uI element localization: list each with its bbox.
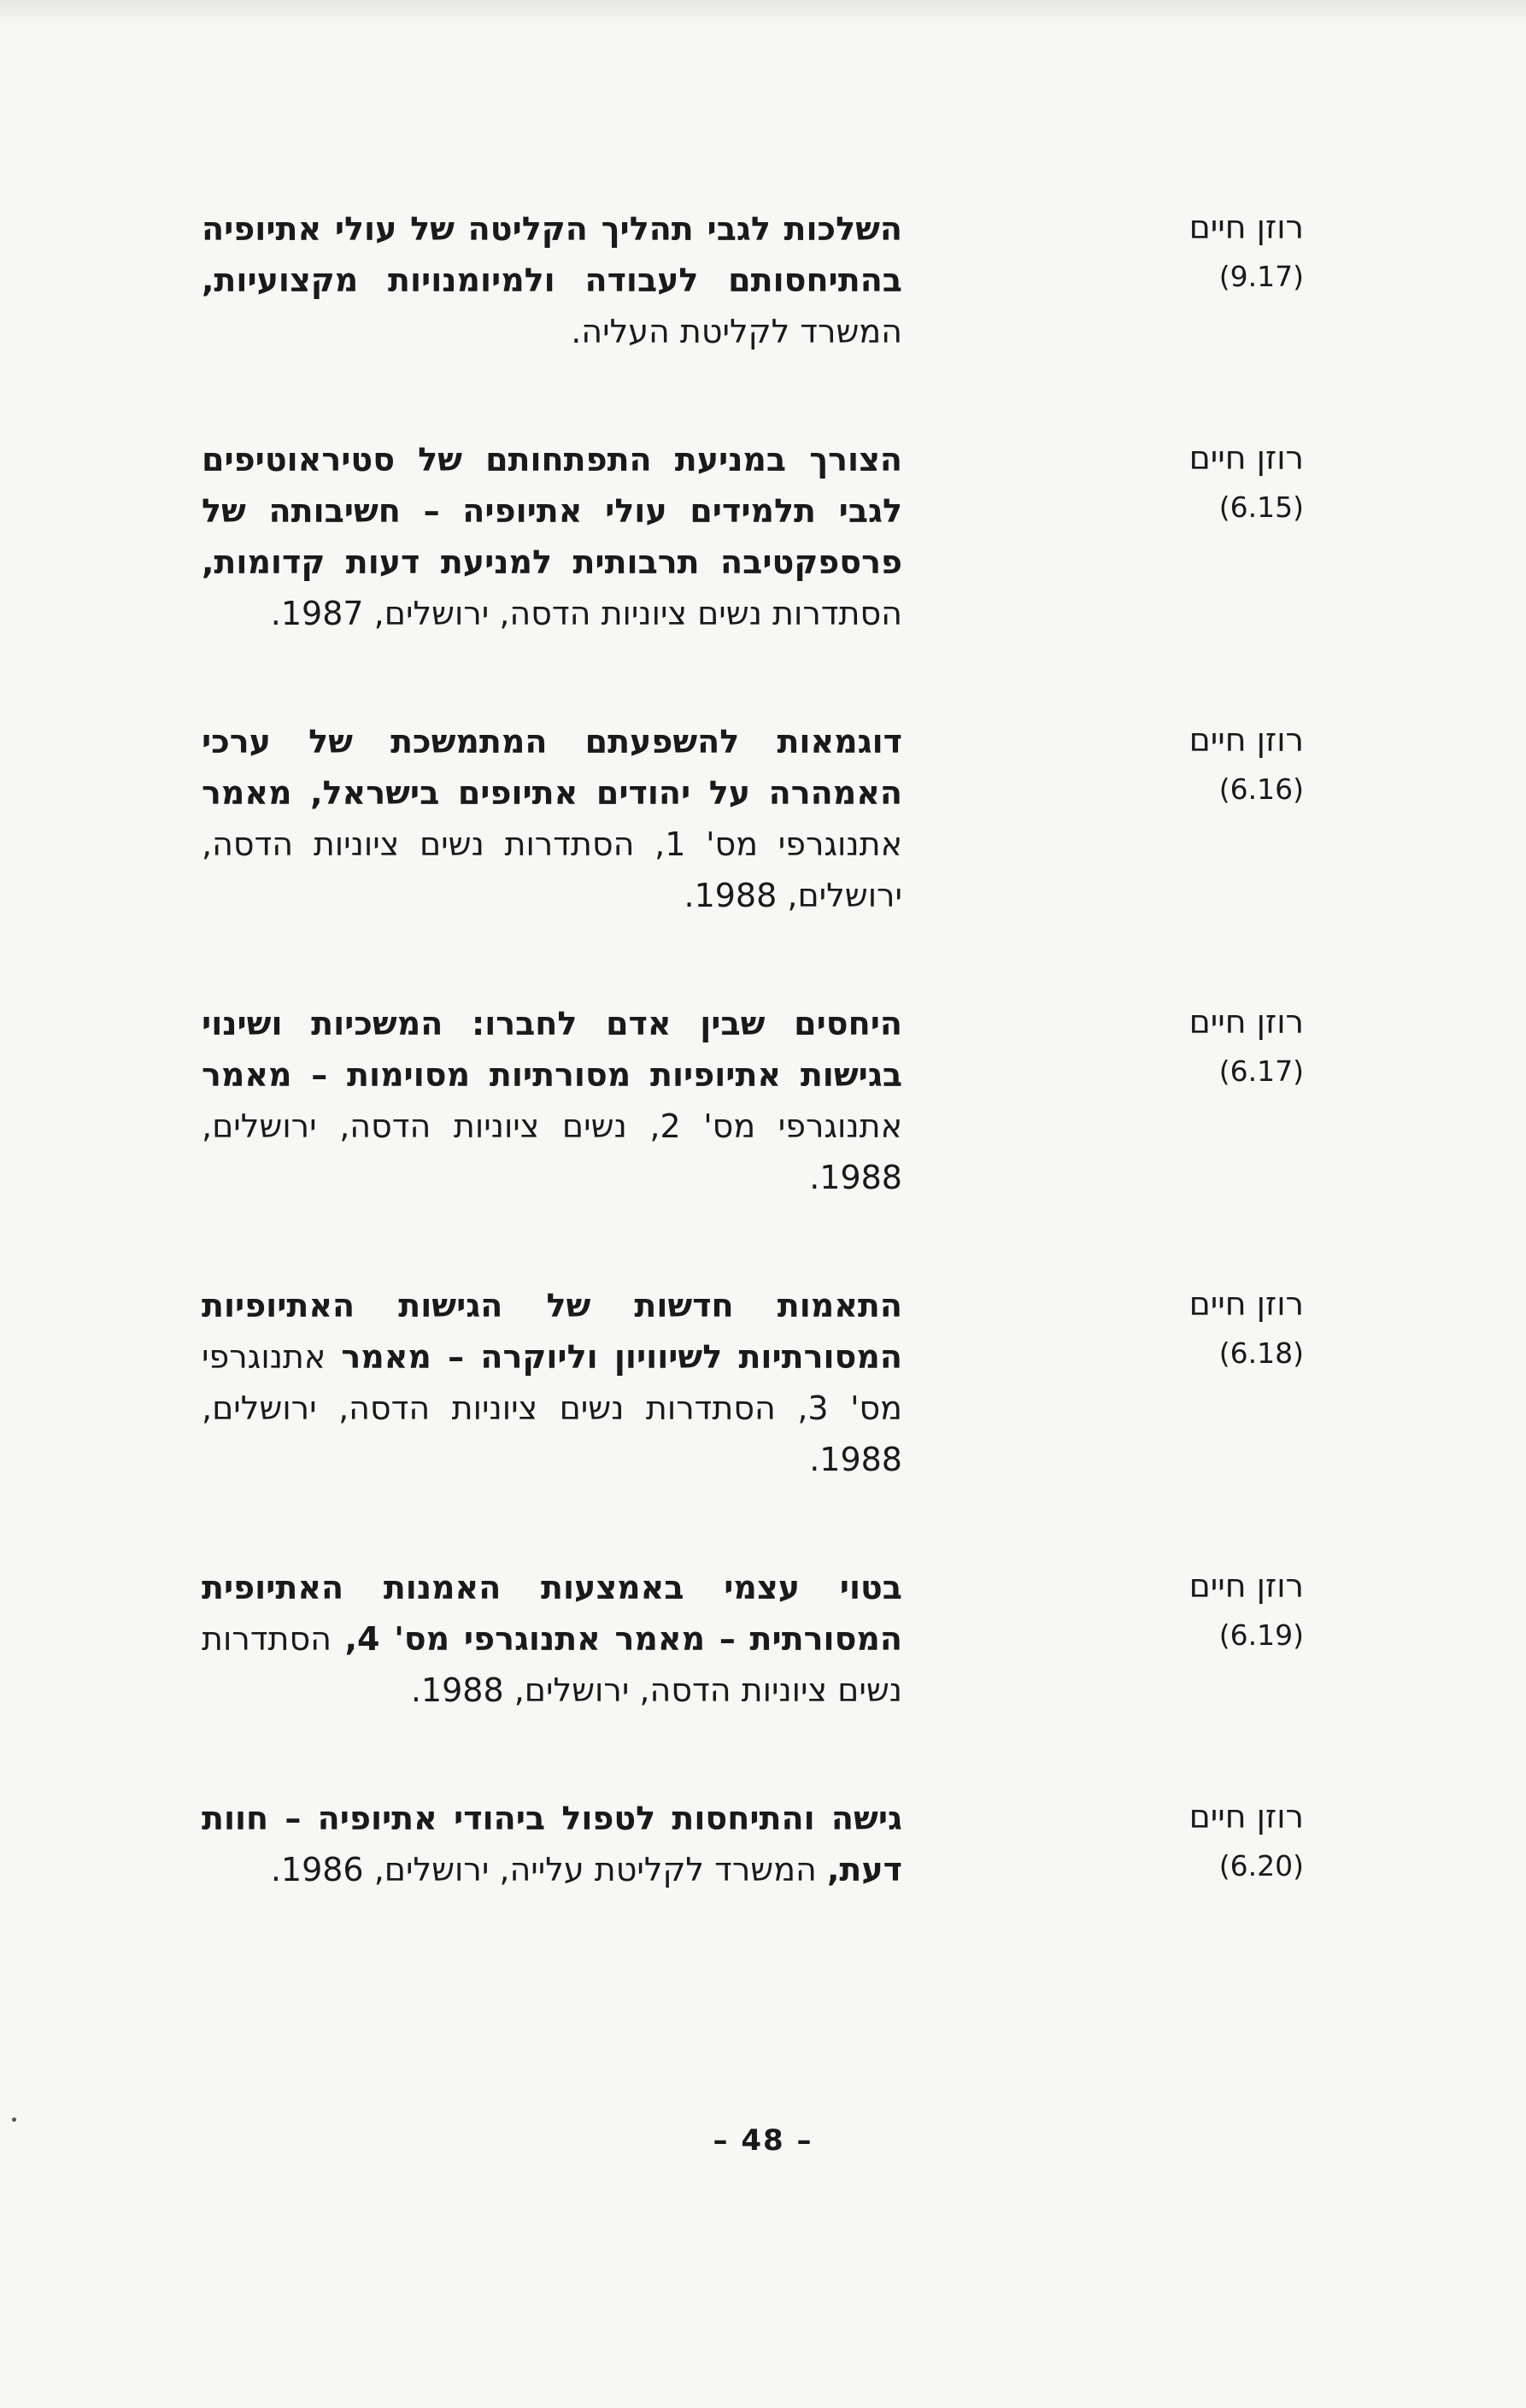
scan-speck — [12, 2117, 16, 2122]
entry-publication: הסתדרות נשים ציוניות הדסה, ירושלים, 1988. — [202, 1620, 902, 1709]
entry-author: רוזן חיים — [1189, 1285, 1304, 1323]
entry-author: רוזן חיים — [1189, 439, 1304, 477]
entry-publication: אתנוגרפי מס' 1, הסתדרות נשים ציוניות הדסה, ירושלים, 1988. — [202, 825, 902, 914]
entry-publication: אתנוגרפי מס' 3, הסתדרות נשים ציוניות הדסה, ירושלים, 1988. — [202, 1338, 902, 1478]
entry-publication: אתנוגרפי מס' 2, נשים ציוניות הדסה, ירושלים, 1988. — [202, 1107, 903, 1196]
entry-title-main: היחסים שבין אדם לחברו: המשכיות ושינוי בגישות אתיופיות מסורתיות מסוימות – מאמר — [202, 1005, 902, 1094]
entry-code: (6.18) — [1218, 1336, 1304, 1370]
entry-author: רוזן חיים — [1189, 721, 1304, 759]
entry-code: (6.20) — [1218, 1849, 1304, 1882]
entry-title-main: השלכות לגבי תהליך הקליטה של עולי אתיופיה בהתיחסותם לעבודה ולמיומנויות מקצועיות, — [202, 210, 902, 299]
entry-publication: המשרד לקליטת העליה. — [571, 313, 902, 350]
entry-title — [202, 1280, 902, 1485]
entry-publication: המשרד לקליטת עלייה, ירושלים, 1986. — [270, 1851, 827, 1888]
entry-author: רוזן חיים — [1189, 1798, 1304, 1835]
entry-author: רוזן חיים — [1189, 208, 1304, 246]
entry-code: (6.17) — [1218, 1054, 1304, 1088]
entry-code: (6.16) — [1218, 772, 1304, 806]
entry-publication: הסתדרות נשים ציוניות הדסה, ירושלים, 1987. — [270, 595, 902, 632]
entry-title — [202, 434, 902, 639]
entry-title-main: התאמות חדשות של הגישות האתיופיות המסורתיות לשיוויון וליוקרה – מאמר — [202, 1287, 902, 1376]
entry-title — [202, 998, 902, 1203]
entry-title-main: הצורך במניעת התפתחותם של סטיראוטיפים לגבי תלמידים עולי אתיופיה – חשיבותה של פרספקטיבה תרבותית למניעת דעות קדומות, — [202, 441, 902, 581]
page-top-edge — [0, 0, 1526, 26]
page-number: – 48 – — [713, 2123, 813, 2158]
entry-title — [202, 203, 902, 357]
entry-title-main: דוגמאות להשפעתם המתמשכת של ערכי האמהרה על יהודים אתיופים בישראל, מאמר — [202, 723, 902, 812]
entry-author: רוזן חיים — [1189, 1003, 1304, 1041]
entry-title-main: בטוי עצמי באמצעות האמנות האתיופית המסורתית – מאמר אתנוגרפי מס' 4, — [202, 1569, 903, 1658]
entry-code: (9.17) — [1218, 260, 1304, 293]
entry-title — [202, 716, 902, 921]
entry-code: (6.15) — [1218, 490, 1304, 524]
entry-title — [202, 1562, 902, 1716]
entry-code: (6.19) — [1218, 1618, 1304, 1652]
entry-title — [202, 1793, 902, 1895]
entry-author: רוזן חיים — [1189, 1567, 1304, 1605]
entry-title-main: גישה והתיחסות לטפול ביהודי אתיופיה – חוות דעת, — [202, 1800, 902, 1888]
